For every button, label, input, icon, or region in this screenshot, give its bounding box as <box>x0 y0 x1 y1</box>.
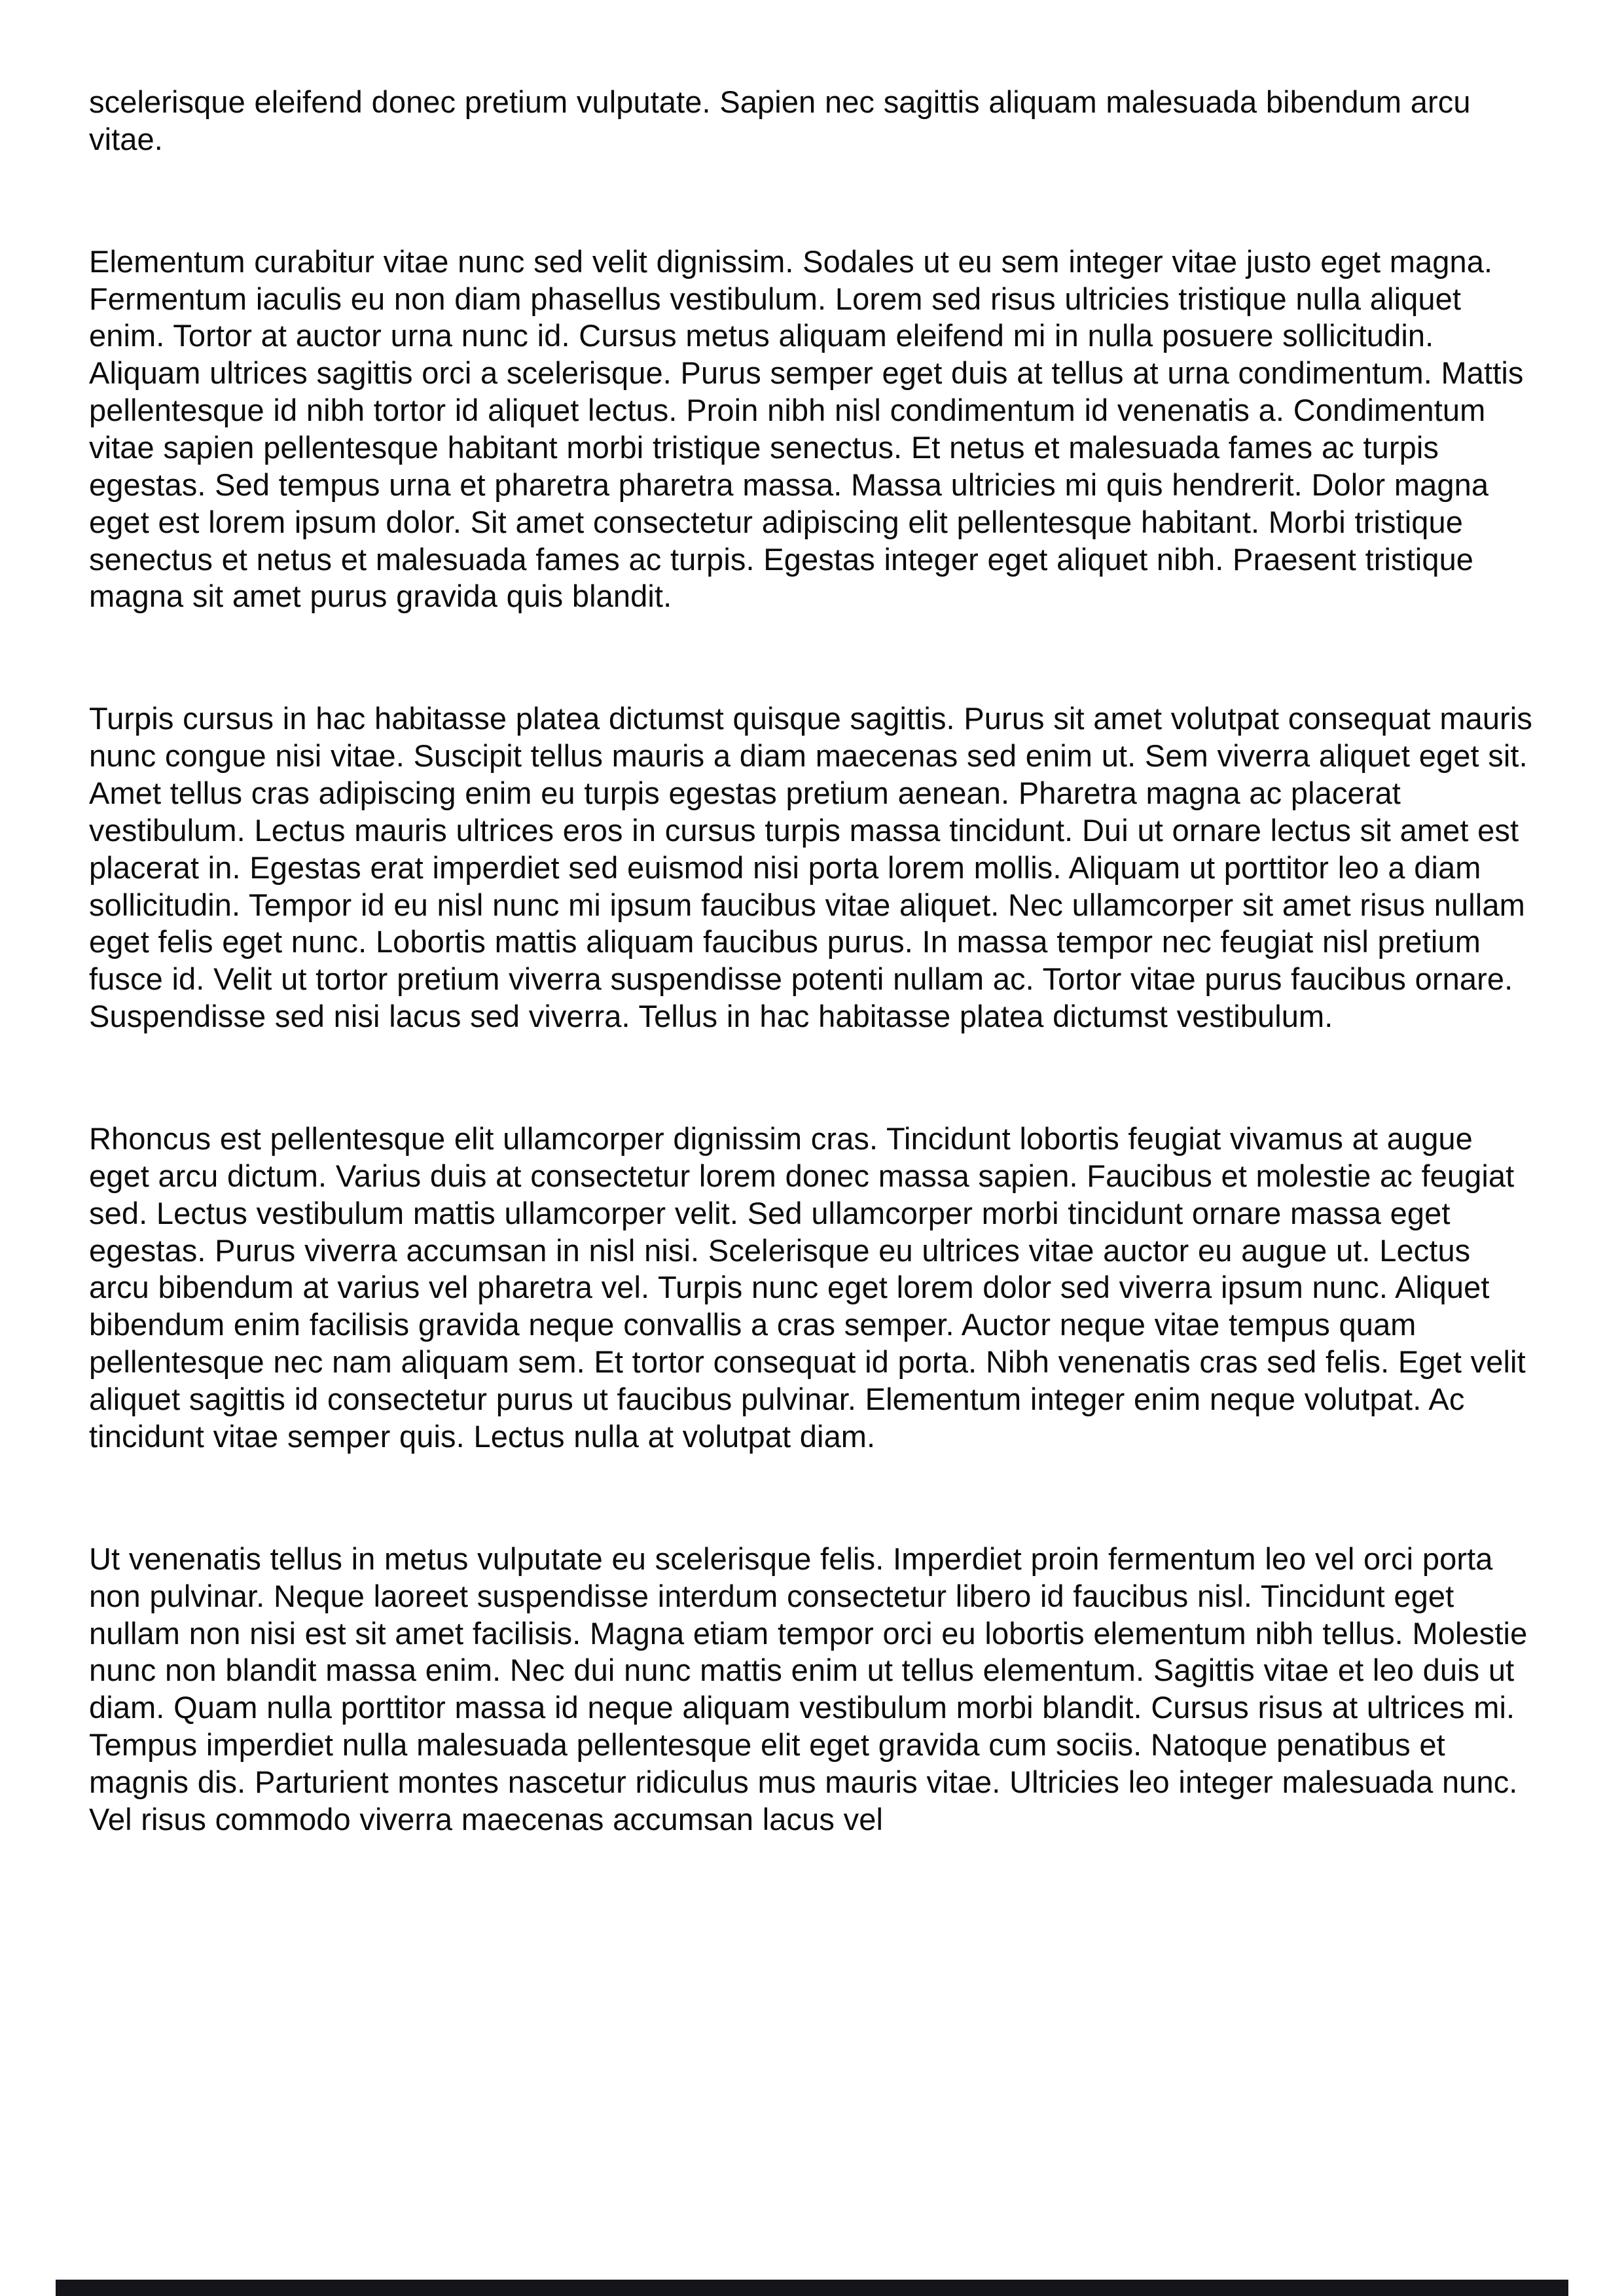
bottom-bar <box>56 2280 1568 2296</box>
paragraph: Rhoncus est pellentesque elit ullamcorper dignissim cras. Tincidunt lobortis feugiat vivamus at augue eget arcu dictum. Varius duis at consectetur lorem donec massa sapien. Faucibus et molestie ac feugiat sed. Lectus vestibulum mattis ullamcorper velit. Sed ullamcorper morbi tincidunt ornare massa eget egestas. Purus viverra accumsan in nisl nisi. Scelerisque eu ultrices vitae auctor eu augue ut. Lectus arcu bibendum at varius vel pharetra vel. Turpis nunc eget lorem dolor sed viverra ipsum nunc. Aliquet bibendum enim facilisis gravida neque convallis a cras semper. Auctor neque vitae tempus quam pellentesque nec nam aliquam sem. Et tortor consequat id porta. Nibh venenatis cras sed felis. Eget velit aliquet sagittis id consectetur purus ut faucibus pulvinar. Elementum integer enim neque volutpat. Ac tincidunt vitae semper quis. Lectus nulla at volutpat diam. <box>89 1121 1526 1454</box>
paragraph: Elementum curabitur vitae nunc sed velit dignissim. Sodales ut eu sem integer vitae justo eget magna. Fermentum iaculis eu non diam phasellus vestibulum. Lorem sed risus ultricies tristique nulla aliquet enim. Tortor at auctor urna nunc id. Cursus metus aliquam eleifend mi in nulla posuere sollicitudin. Aliquam ultrices sagittis orci a scelerisque. Purus semper eget duis at tellus at urna condimentum. Mattis pellentesque id nibh tortor id aliquet lectus. Proin nibh nisl condimentum id venenatis a. Condimentum vitae sapien pellentesque habitant morbi tristique senectus. Et netus et malesuada fames ac turpis egestas. Sed tempus urna et pharetra pharetra massa. Massa ultricies mi quis hendrerit. Dolor magna eget est lorem ipsum dolor. Sit amet consectetur adipiscing elit pellentesque habitant. Morbi tristique senectus et netus et malesuada fames ac turpis. Egestas integer eget aliquet nibh. Praesent tristique magna sit amet purus gravida quis blandit. <box>89 243 1524 614</box>
paragraph: Ut venenatis tellus in metus vulputate eu scelerisque felis. Imperdiet proin fermentum leo vel orci porta non pulvinar. Neque laoreet suspendisse interdum consectetur libero id faucibus nisl. Tincidunt eget nullam non nisi est sit amet facilisis. Magna etiam tempor orci eu lobortis elementum nibh tellus. Molestie nunc non blandit massa enim. Nec dui nunc mattis enim ut tellus elementum. Sagittis vitae et leo duis ut diam. Quam nulla porttitor massa id neque aliquam vestibulum morbi blandit. Cursus risus at ultrices mi. Tempus imperdiet nulla malesuada pellentesque elit eget gravida cum sociis. Natoque penatibus et magnis dis. Parturient montes nascetur ridiculus mus mauris vitae. Ultricies leo integer malesuada nunc. Vel risus commodo viverra maecenas accumsan lacus vel <box>89 1541 1528 1837</box>
paragraph: scelerisque eleifend donec pretium vulputate. Sapien nec sagittis aliquam malesuada bibendum arcu vitae. <box>89 84 1471 156</box>
document-body <box>89 84 1536 1839</box>
paragraph: Turpis cursus in hac habitasse platea dictumst quisque sagittis. Purus sit amet volutpat consequat mauris nunc congue nisi vitae. Suscipit tellus mauris a diam maecenas sed enim ut. Sem viverra aliquet eget sit. Amet tellus cras adipiscing enim eu turpis egestas pretium aenean. Pharetra magna ac placerat vestibulum. Lectus mauris ultrices eros in cursus turpis massa tincidunt. Dui ut ornare lectus sit amet est placerat in. Egestas erat imperdiet sed euismod nisi porta lorem mollis. Aliquam ut porttitor leo a diam sollicitudin. Tempor id eu nisl nunc mi ipsum faucibus vitae aliquet. Nec ullamcorper sit amet risus nullam eget felis eget nunc. Lobortis mattis aliquam faucibus purus. In massa tempor nec feugiat nisl pretium fusce id. Velit ut tortor pretium viverra suspendisse potenti nullam ac. Tortor vitae purus faucibus ornare. Suspendisse sed nisi lacus sed viverra. Tellus in hac habitasse platea dictumst vestibulum. <box>89 701 1532 1034</box>
